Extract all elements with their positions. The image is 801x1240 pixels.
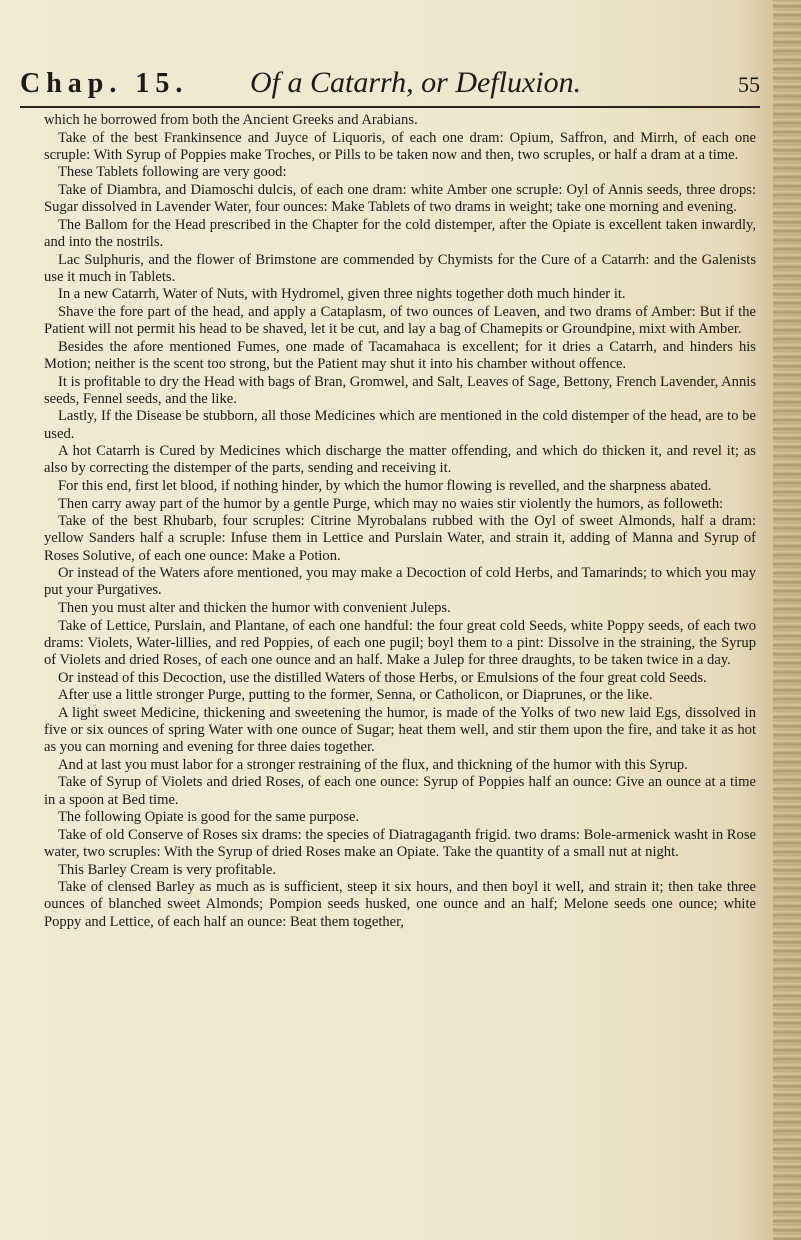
paragraph: Take of the best Frankinsence and Juyce of Liquoris, of each one dram: Opium, Saffron, and Mirrh, of each one scruple: With Syrup of Poppies make Troches, or Pills to be taken now and then, two scruples, or half a dram at a time. <box>44 129 756 163</box>
chapter-number: Chap. 15. <box>20 68 189 99</box>
paragraph: Take of Lettice, Purslain, and Plantane, of each one handful: the four great cold Seeds, white Poppy seeds, of each two drams: Violets, Water-lillies, and red Poppies, of each one pugil; boyl them to a pint: Dissolve in the straining, the Syrup of Violets and dried Roses, of each one ounce and an half. Make a Julep for three draughts, to be taken twice in a day. <box>44 617 756 668</box>
paragraph: which he borrowed from both the Ancient Greeks and Arabians. <box>44 112 418 128</box>
paragraph: Or instead of the Waters afore mentioned, you may make a Decoction of cold Herbs, and Tamarinds; to which you may put your Purgatives. <box>44 565 756 599</box>
page-number: 55 <box>738 72 760 97</box>
paragraph: It is profitable to dry the Head with bags of Bran, Gromwel, and Salt, Leaves of Sage, Bettony, French Lavender, Annis seeds, Fennel seeds, and the like. <box>44 373 756 407</box>
paragraph: The Ballom for the Head prescribed in the Chapter for the cold distemper, after the Opiate is excellent taken inwardly, and into the nostrils. <box>44 216 756 250</box>
paragraph: Take of the best Rhubarb, four scruples: Citrine Myrobalans rubbed with the Oyl of sweet Almonds, half a dram: yellow Sanders half a scruple: Infuse them in Lettice and Purslain Water, and strain it, adding of Manna and Syrup of Roses Solutive, of each one ounce: Make a Potion. <box>44 513 756 564</box>
header-rule <box>20 106 760 108</box>
paragraph: Then you must alter and thicken the humor with convenient Juleps. <box>58 599 451 616</box>
paragraph: After use a little stronger Purge, putting to the former, Senna, or Catholicon, or Diaprunes, or the like. <box>58 687 653 704</box>
paragraph: A hot Catarrh is Cured by Medicines which discharge the matter offending, and which do thicken it, and revel it; as also by correcting the distemper of the parts, sending and receiving it. <box>44 443 756 477</box>
paragraph: Take of Syrup of Violets and dried Roses, of each one ounce: Syrup of Poppies half an ounce: Give an ounce at a time in a spoon at Bed time. <box>44 774 756 808</box>
paragraph: Take of clensed Barley as much as is sufficient, steep it six hours, and then boyl it well, and strain it; then take three ounces of blanched sweet Almonds; Pompion seeds husked, one ounce and an half; Melone seeds one ounce; white Poppy and Lettice, of each half an ounce: Beat them together, <box>44 879 756 930</box>
paragraph: And at last you must labor for a stronger restraining of the flux, and thickning of the humor with this Syrup. <box>58 756 688 773</box>
page-body <box>44 112 756 931</box>
paragraph: A light sweet Medicine, thickening and sweetening the humor, is made of the Yolks of two new laid Egs, dissolved in five or six ounces of spring Water with one ounce of Sugar; heat them well, and stir them upon the fire, and take it as hot as you can morning and evening for three daies together. <box>44 704 756 756</box>
running-title: Of a Catarrh, or Defluxion. <box>250 66 582 99</box>
paragraph: Take of Diambra, and Diamoschi dulcis, of each one dram: white Amber one scruple: Oyl of Annis seeds, three drops: Sugar dissolved in Lavender Water, four ounces: Make Tablets of two drams in weight; take one morning and evening. <box>44 181 756 216</box>
paragraph: Or instead of this Decoction, use the distilled Waters of those Herbs, or Emulsions of the four great cold Seeds. <box>58 669 707 686</box>
paragraph: Lac Sulphuris, and the flower of Brimstone are commended by Chymists for the Cure of a Catarrh: and the Galenists use it much in Tablets. <box>44 251 756 285</box>
paragraph: In a new Catarrh, Water of Nuts, with Hydromel, given three nights together doth much hinder it. <box>58 286 626 303</box>
paragraph: Take of old Conserve of Roses six drams: the species of Diatragaganth frigid. two drams: Bole-armenick washt in Rose water, two scruples: With the Syrup of dried Roses make an Opiate. Take the quantity of a small nut at night. <box>44 826 756 860</box>
page-header <box>20 60 760 100</box>
paragraph: This Barley Cream is very profitable. <box>58 861 277 878</box>
paragraph: Then carry away part of the humor by a gentle Purge, which may no waies stir violently the humors, as followeth: <box>58 495 724 512</box>
paragraph: For this end, first let blood, if nothing hinder, by which the humor flowing is revelled, and the sharpness abated. <box>58 477 712 494</box>
paragraph: The following Opiate is good for the same purpose. <box>58 809 360 826</box>
page-spine-edge <box>773 0 801 1240</box>
paragraph: These Tablets following are very good: <box>58 164 287 181</box>
paragraph: Lastly, If the Disease be stubborn, all those Medicines which are mentioned in the cold distemper of the head, are to be used. <box>44 408 756 442</box>
paragraph: Shave the fore part of the head, and apply a Cataplasm, of two ounces of Leaven, and two drams of Amber: But if the Patient will not permit his head to be shaved, let it be cut, and lay a bag of Chamepits or Groundpine, mixt with Amber. <box>44 303 756 338</box>
paragraph: Besides the afore mentioned Fumes, one made of Tacamahaca is excellent; for it dries a Catarrh, and hinders his Motion; neither is the scent too strong, but the Patient may shut it into his chamber without offence. <box>44 338 756 372</box>
